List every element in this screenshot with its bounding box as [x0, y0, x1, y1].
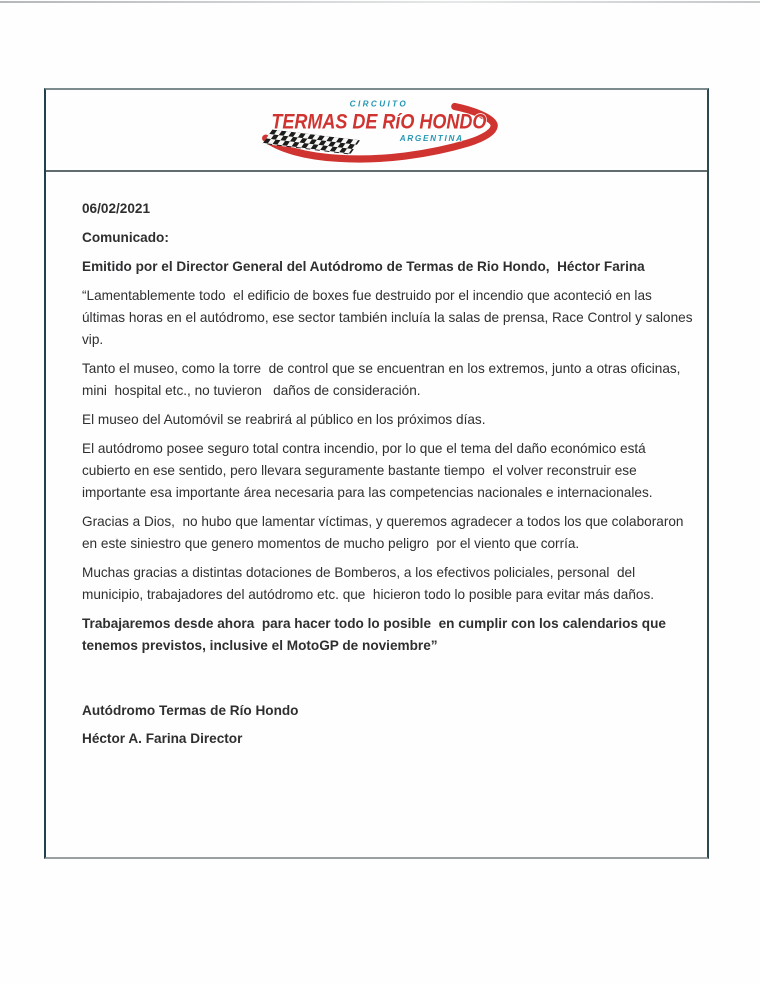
closing-paragraph: Trabajaremos desde ahora para hacer todo lo posible en cumplir con los calendarios que tenemos previstos, inclusive el MotoGP de noviembre”	[82, 616, 670, 653]
document-body	[46, 172, 707, 751]
paragraph-museo-torre: Tanto el museo, como la torre de control que se encuentran en los extremos, junto a otras oficinas, mini hospital etc., no tuvieron daños de consideración.	[82, 361, 685, 398]
signature-organization: Autódromo Termas de Río Hondo	[82, 703, 299, 718]
logo-text-termas-de-rio-hondo: TERMAS DE RíO HONDO	[270, 110, 487, 134]
paragraph-incendio: “Lamentablemente todo el edificio de boxes fue destruido por el incendio que aconteció en las últimas horas en el autódromo, ese sector también incluía la salas de prensa, Race Control y salones vip.	[82, 288, 697, 347]
document-frame	[44, 88, 709, 859]
logo-text-circuito: CIRCUITO	[349, 99, 408, 109]
paragraph-agradecimientos: Muchas gracias a distintas dotaciones de Bomberos, a los efectivos policiales, personal del municipio, trabajadores del autódromo etc. que hicieron todo lo posible para evitar más daños.	[82, 565, 655, 602]
paragraph-seguro: El autódromo posee seguro total contra incendio, por lo que el tema del daño económico está cubierto en ese sentido, pero llevara seguramente bastante tiempo el volver reconstruir ese importante esa importante área necesaria para las competencias nacionales e internacionales.	[82, 441, 653, 500]
paragraph-victimas: Gracias a Dios, no hubo que lamentar víctimas, y queremos agradecer a todos los que colaboraron en este siniestro que genero momentos de mucho peligro por el viento que corría.	[82, 514, 688, 551]
signature-block	[82, 699, 694, 751]
scan-artifact-line	[0, 1, 760, 3]
logo-text-argentina: ARGENTINA	[399, 134, 464, 144]
signature-director: Héctor A. Farina Director	[82, 731, 243, 746]
subheading-emitido: Emitido por el Director General del Autódromo de Termas de Rio Hondo, Héctor Farina	[82, 259, 645, 274]
document-header	[46, 90, 707, 172]
paragraph-reapertura: El museo del Automóvil se reabrirá al público en los próximos días.	[82, 412, 486, 427]
date-line: 06/02/2021	[82, 201, 151, 216]
termas-rio-hondo-logo	[251, 94, 503, 166]
heading-comunicado: Comunicado:	[82, 230, 169, 245]
